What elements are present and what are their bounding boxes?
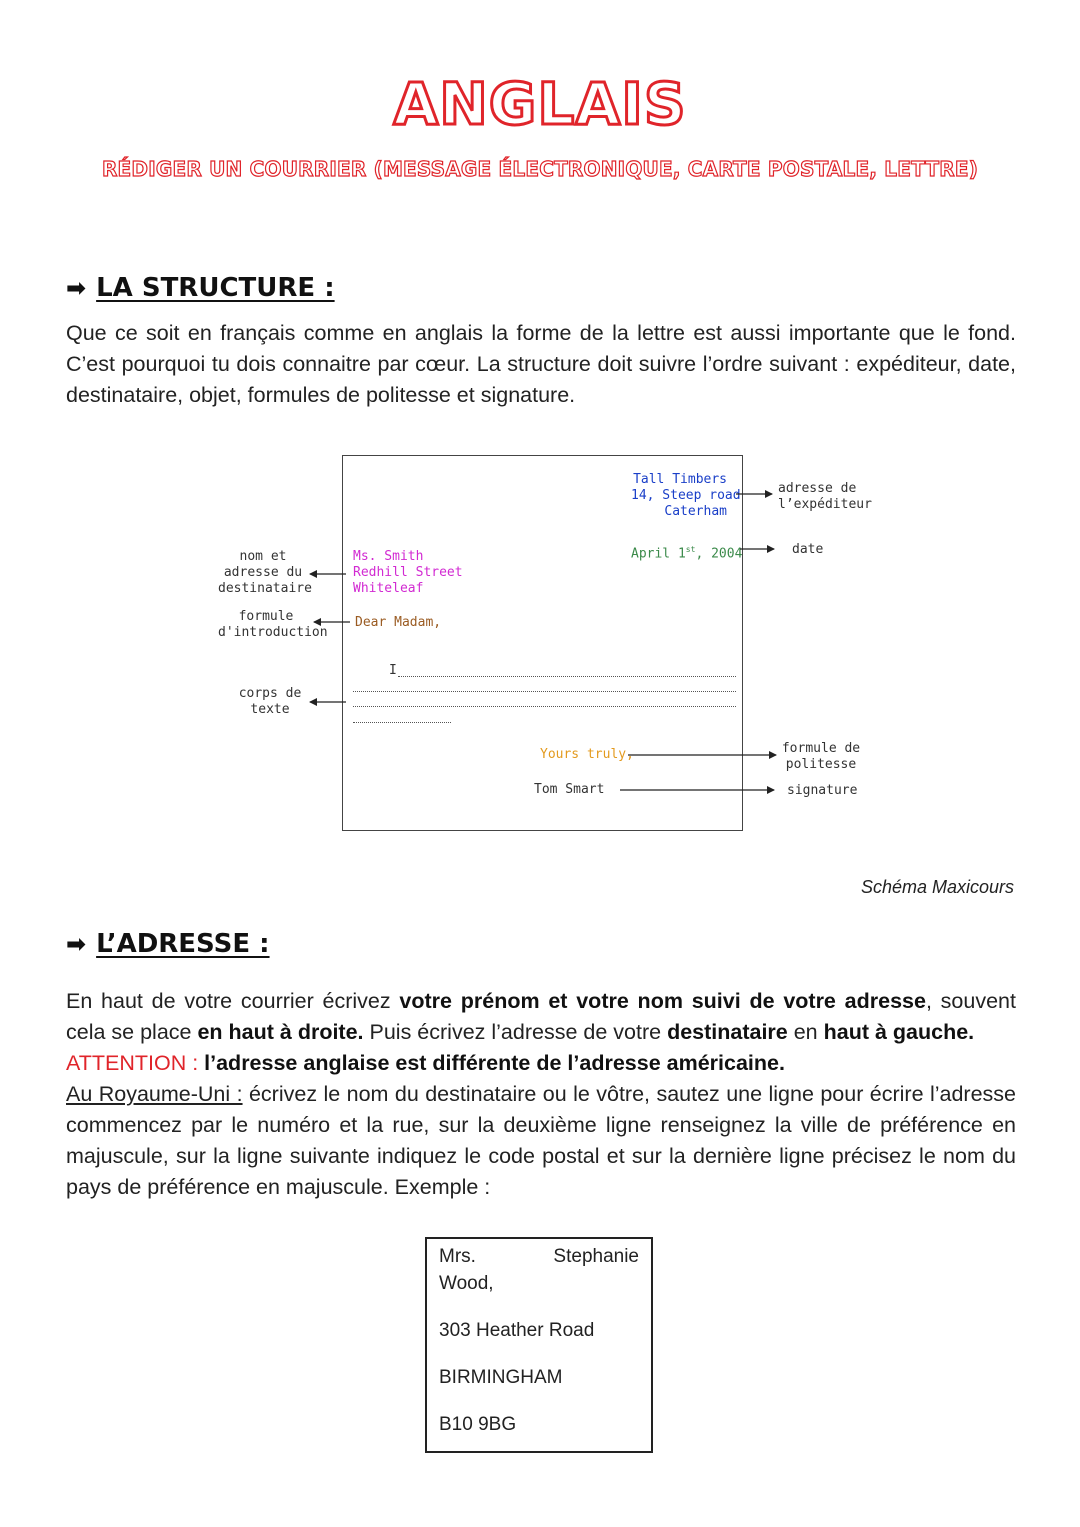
diagram-credit: Schéma Maxicours xyxy=(860,877,1014,897)
date-main: April 1 xyxy=(631,546,686,562)
body-line xyxy=(353,722,451,723)
section-heading-text: L’ADRESSE : xyxy=(96,929,270,959)
label-line: formule xyxy=(238,609,294,624)
label-intro xyxy=(218,609,328,641)
example-postcode: B10 9BG xyxy=(439,1414,517,1435)
date-sup: st xyxy=(685,545,696,554)
arrow-right-icon: ➡ xyxy=(66,930,87,958)
text-run: Puis écrivez l’adresse de votre xyxy=(363,1020,668,1044)
recipient-line: Ms. Smith xyxy=(353,549,424,564)
label-line: texte xyxy=(250,702,290,717)
uk-text: écrivez le nom du destinataire ou le vôtre, sautez une ligne pour écrire l’adresse commencez par le numéro et la rue, sur la deuxième ligne renseignez la ville de préférence en majuscule, sur la ligne suivante indiquez le code postal et sur la dernière ligne précisez le nom du pays de préférence en majuscule. Exemple : xyxy=(66,1082,1017,1199)
text-run: En haut de votre courrier écrivez xyxy=(66,989,400,1013)
label-recipient xyxy=(218,549,312,597)
sender-line: Caterham xyxy=(664,504,727,519)
date-year: , 2004 xyxy=(695,546,743,562)
structure-paragraph: Que ce soit en français comme en anglais la forme de la lettre est aussi importante que le fond. C’est pourquoi tu dois connaitre par cœur. La structure doit suivre l’ordre suivant : expéditeur, date, destinataire, objet, formules de politesse et signature. xyxy=(66,321,1016,407)
recipient-line: Whiteleaf xyxy=(353,581,424,596)
label-line: d'introduction xyxy=(218,625,328,640)
page-subtitle: RÉDIGER UN COURRIER (MESSAGE ÉLECTRONIQUE, CARTE POSTALE, LETTRE) xyxy=(101,157,979,181)
body-line xyxy=(398,676,736,677)
bold-run: en haut à droite. xyxy=(197,1020,364,1044)
sender-line: 14, Steep road xyxy=(631,488,741,503)
arrow-right-icon: ➡ xyxy=(66,274,87,302)
sender-address xyxy=(631,472,741,520)
example-city: BIRMINGHAM xyxy=(439,1367,563,1388)
label-line: formule de xyxy=(781,741,861,756)
example-name-line xyxy=(439,1243,639,1270)
bold-run: haut à gauche. xyxy=(823,1020,975,1044)
signature: Tom Smart xyxy=(534,782,605,797)
recipient-line: Redhill Street xyxy=(353,565,463,580)
section-heading-structure xyxy=(66,273,335,303)
page-title: ANGLAIS xyxy=(393,70,687,138)
example-street: 303 Heather Road xyxy=(439,1320,595,1341)
label-line: nom et xyxy=(239,549,287,564)
body-line xyxy=(353,691,736,692)
recipient-address xyxy=(353,549,463,597)
sender-line: Tall Timbers xyxy=(633,472,727,487)
address-example-box xyxy=(425,1237,653,1453)
example-name-last: Wood, xyxy=(439,1273,494,1294)
label-line: adresse du xyxy=(223,565,303,580)
uk-label: Au Royaume-Uni : xyxy=(66,1082,243,1106)
warning-text: l’adresse anglaise est différente de l’adresse américaine. xyxy=(204,1051,785,1075)
label-line: destinataire xyxy=(218,581,312,596)
label-line: corps de xyxy=(238,686,302,701)
bold-run: votre prénom et votre nom suivi de votre adresse xyxy=(399,989,926,1013)
label-signature: signature xyxy=(787,783,858,798)
closing: Yours truly, xyxy=(540,747,634,762)
label-closing xyxy=(780,741,862,773)
address-paragraph xyxy=(66,986,1016,1203)
warning-label: ATTENTION : xyxy=(66,1051,205,1075)
body-line xyxy=(353,706,736,707)
example-name-title: Mrs. xyxy=(439,1246,476,1267)
text-run: , souvent cela se place xyxy=(66,989,1016,1044)
section-heading-text: LA STRUCTURE : xyxy=(96,273,335,303)
example-name-first: Stephanie xyxy=(553,1246,639,1267)
label-line: politesse xyxy=(785,757,857,772)
section-heading-address xyxy=(66,929,270,959)
label-date: date xyxy=(792,542,824,557)
label-line: adresse de xyxy=(778,481,857,496)
label-sender-address xyxy=(778,481,872,513)
greeting: Dear Madam, xyxy=(355,615,442,630)
bold-run: destinataire xyxy=(667,1020,788,1044)
label-line: l’expéditeur xyxy=(778,497,872,512)
letter-date xyxy=(631,542,742,562)
text-run: en xyxy=(787,1020,824,1044)
label-body xyxy=(232,686,308,718)
body-start: I xyxy=(389,663,397,678)
